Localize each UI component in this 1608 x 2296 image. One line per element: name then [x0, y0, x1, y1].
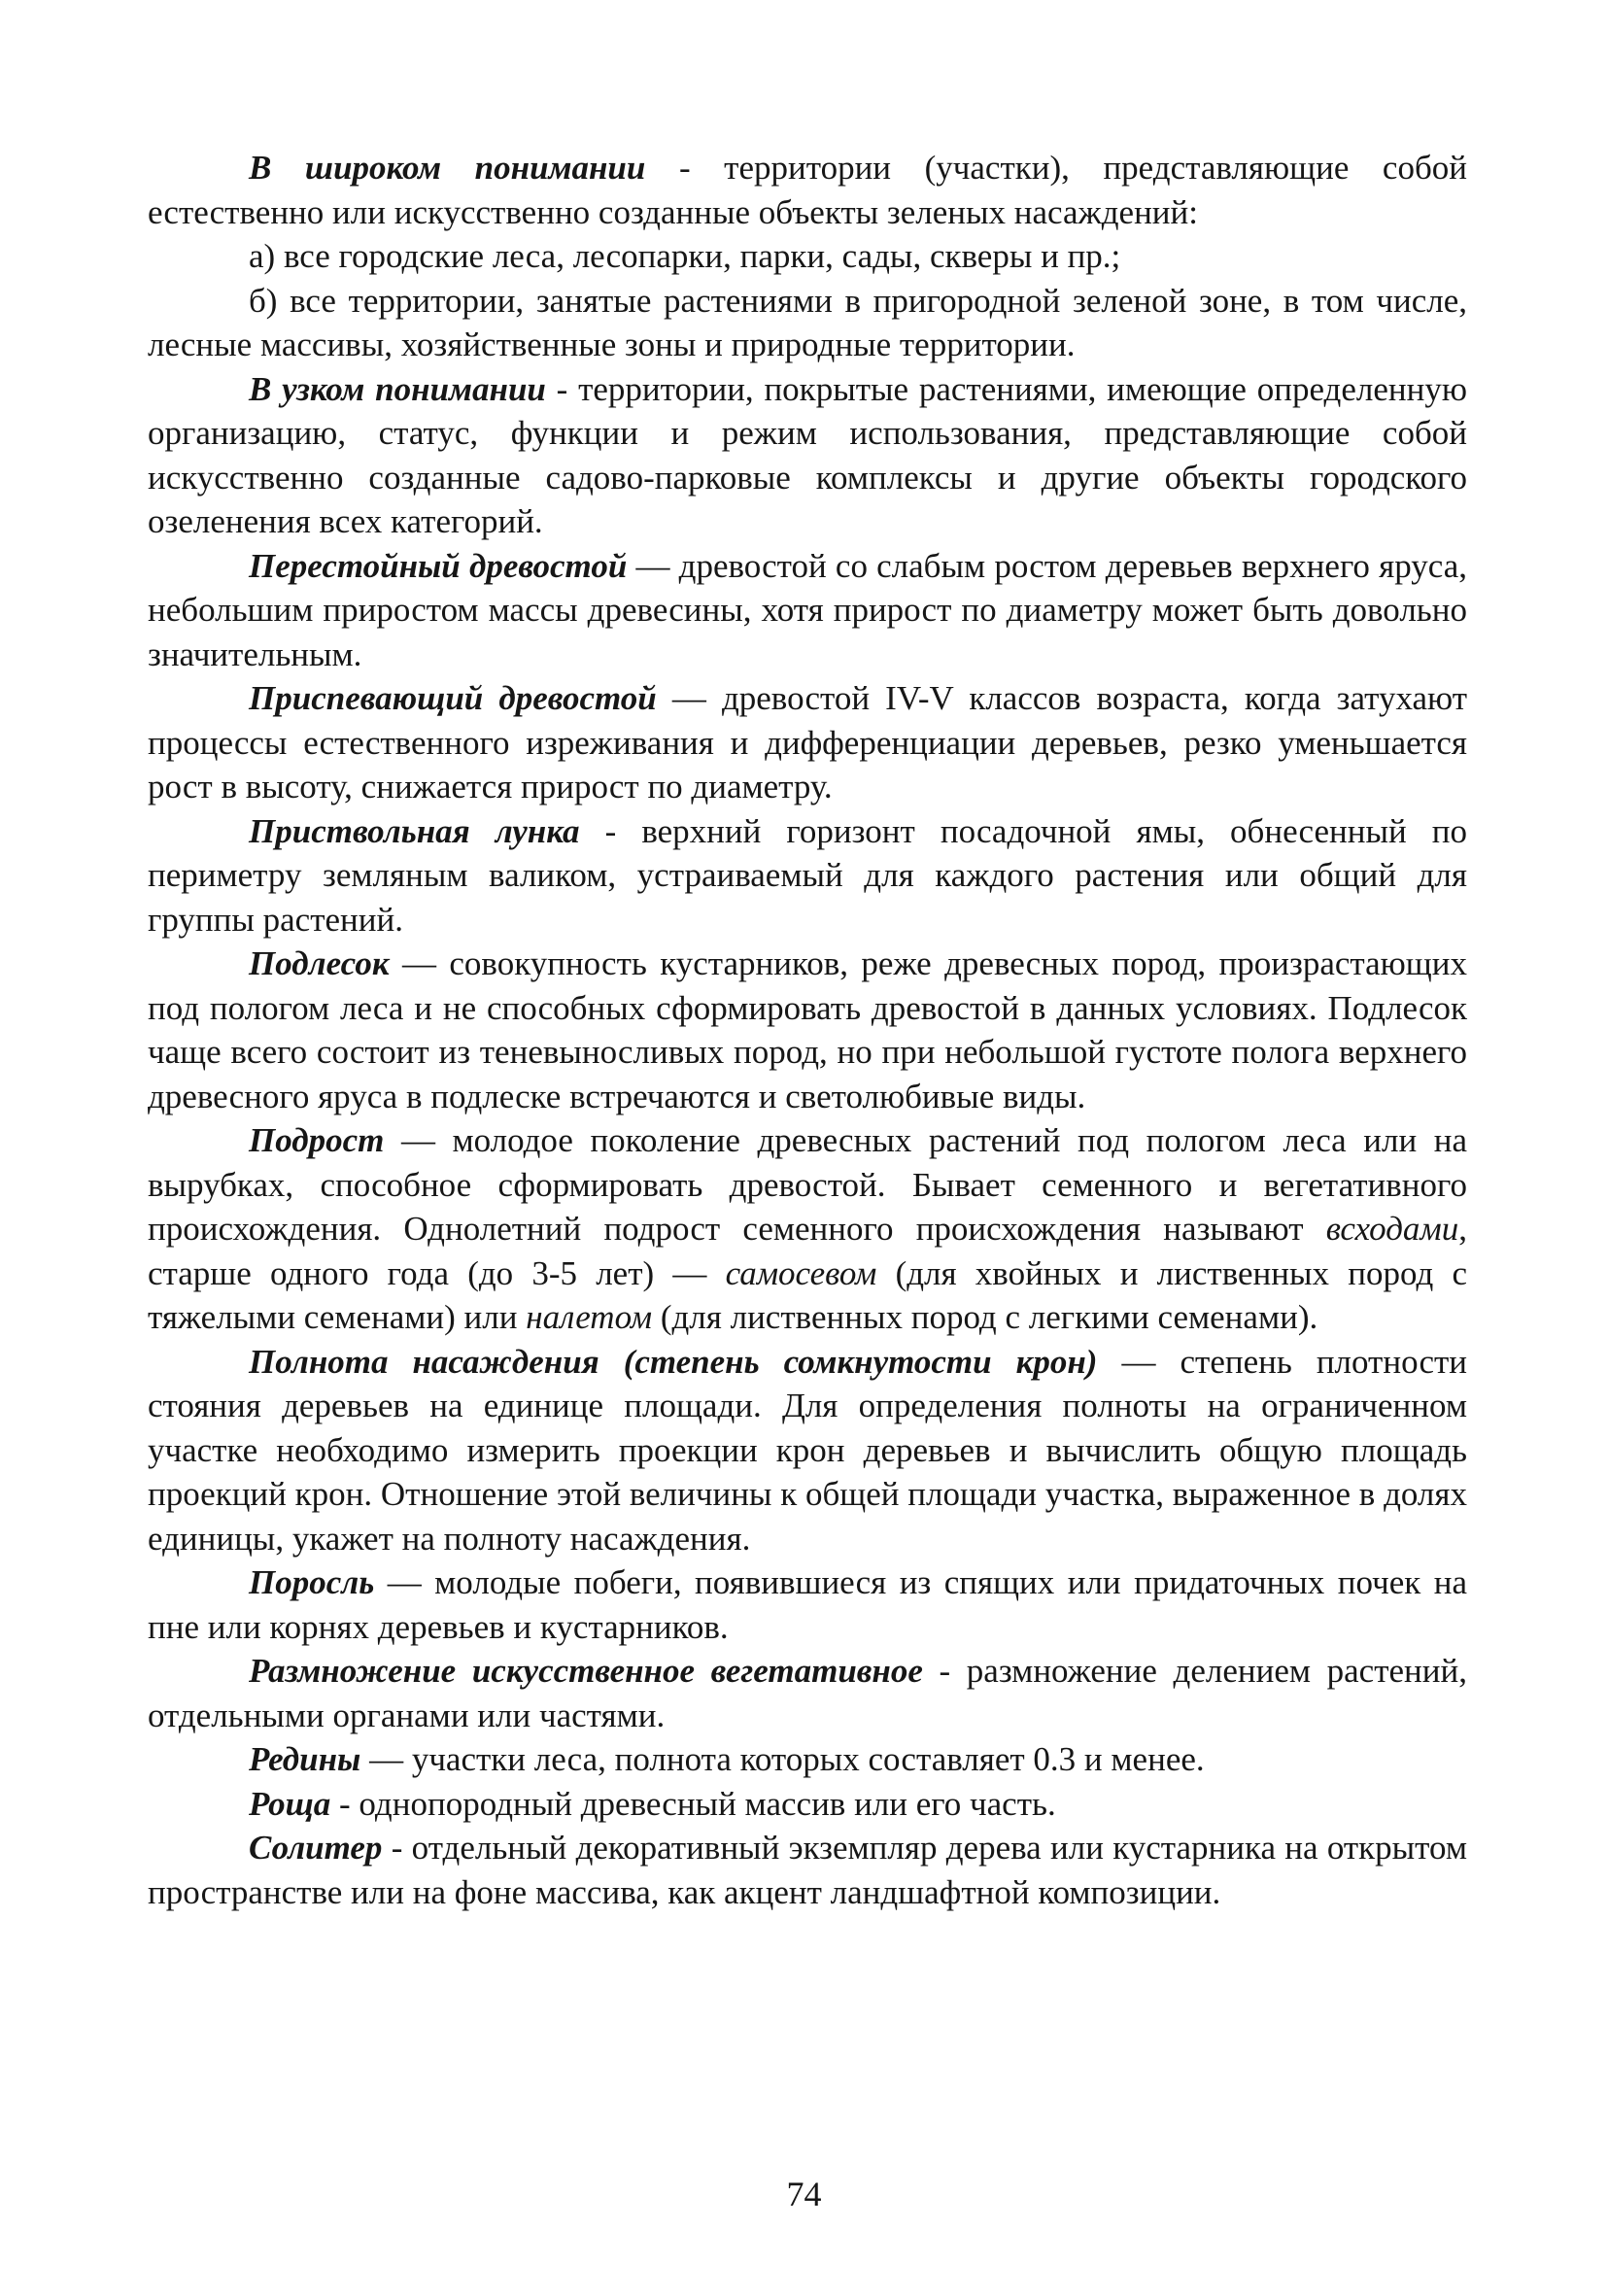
paragraph-narrow-sense: [148, 367, 1467, 544]
paragraph-tree-pit: [148, 809, 1467, 942]
definition: — древостой со слабым ростом деревьев верхнего яруса, небольшим приростом массы древесины, хотя прирост по диаметру может быть довольно значительным.: [148, 546, 1467, 673]
definition: - территории, покрытые растениями, имеющие определенную организацию, статус, функции и режим использования, представляющие собой искусственно созданные садово-парковые комплексы и другие объекты городского озеленения всех категорий.: [148, 369, 1467, 540]
page-body: [148, 146, 1467, 1914]
term: Приспевающий древостой: [249, 679, 657, 717]
definition: а) все городские леса, лесопарки, парки, сады, скверы и пр.;: [249, 237, 1121, 275]
definition: — степень плотности стояния деревьев на единице площади. Для определения полноты на ограниченном участке необходимо измерить проекции крон деревьев и вычислить общую площадь проекций крон. Отношение этой величины к общей площади участка, выраженное в долях единицы, укажет на полноту насаждения.: [148, 1342, 1468, 1558]
paragraph-broad-sense: [148, 146, 1467, 234]
term: Перестойный древостой: [249, 546, 628, 585]
term: Размножение искусственное вегетативное: [249, 1652, 923, 1690]
emphasis: налетом: [526, 1298, 653, 1336]
paragraph-grove: [148, 1782, 1467, 1827]
definition: - однопородный древесный массив или его часть.: [330, 1784, 1056, 1823]
definition: — древостой IV-V классов возраста, когда затухают процессы естественного изреживания и дифференциации деревьев, резко уменьшается рост в высоту, снижается прирост по диаметру.: [148, 679, 1467, 805]
definition: — совокупность кустарников, реже древесных пород, произрастающих под пологом леса и не способных сформировать древостой в данных условиях. Подлесок чаще всего состоит из теневыносливых пород, но при небольшой густоте полога верхнего древесного яруса в подлеске встречаются и светолюбивые виды.: [148, 944, 1467, 1115]
definition: - верхний горизонт посадочной ямы, обнесенный по периметру земляным валиком, устраиваемый для каждого растения или общий для группы растений.: [148, 811, 1467, 939]
term: В узком понимании: [249, 369, 546, 408]
definition: — участки леса, полнота которых составляет 0.3 и менее.: [360, 1740, 1205, 1778]
term: Поросль: [249, 1563, 375, 1601]
paragraph-solitaire: [148, 1826, 1467, 1914]
list-item-a: [148, 234, 1467, 279]
definition: — молодое поколение древесных растений под пологом леса или на вырубках, способное сформировать древостой. Бывает семенного и вегетативного происхождения. Однолетний подрост семенного происхождения называют: [148, 1121, 1467, 1248]
list-item-b: [148, 279, 1467, 367]
paragraph-stand-density: [148, 1340, 1467, 1561]
term: Редины: [249, 1740, 361, 1778]
paragraph-overmature-stand: [148, 544, 1467, 677]
term: Полнота насаждения (степень сомкнутости крон): [249, 1342, 1098, 1381]
definition: — молодые побеги, появившиеся из спящих или придаточных почек на пне или корнях деревьев и кустарников.: [148, 1563, 1467, 1646]
term: В широком понимании: [249, 149, 646, 187]
paragraph-vegetative-propagation: [148, 1649, 1467, 1737]
term: Солитер: [249, 1829, 383, 1867]
page-number: 74: [786, 2175, 822, 2213]
definition: - территории (участки), представляющие собой естественно или искусственно созданные объекты зеленых насаждений:: [148, 149, 1467, 231]
paragraph-sparse-forest: [148, 1737, 1467, 1782]
emphasis: всходами: [1325, 1210, 1459, 1248]
definition: (для лиственных пород с легкими семенами).: [652, 1298, 1318, 1336]
emphasis: самосевом: [725, 1253, 877, 1292]
paragraph-young-growth: [148, 1118, 1467, 1340]
definition: б) все территории, занятые растениями в пригородной зеленой зоне, в том числе, лесные массивы, хозяйственные зоны и природные территории.: [148, 281, 1467, 363]
term: Подлесок: [249, 944, 390, 982]
term: Подрост: [249, 1121, 385, 1159]
paragraph-premature-stand: [148, 676, 1467, 809]
definition: , старше одного года (до 3-5 лет) —: [148, 1210, 1467, 1292]
paragraph-undergrowth: [148, 942, 1467, 1118]
paragraph-coppice: [148, 1560, 1467, 1649]
definition: - отдельный декоративный экземпляр дерева или кустарника на открытом пространстве или на фоне массива, как акцент ландшафтной композиции.: [148, 1829, 1467, 1911]
definition: (для хвойных и лиственных пород с тяжелыми семенами) или: [148, 1253, 1467, 1336]
term: Роща: [249, 1784, 331, 1823]
definition: - размножение делением растений, отдельными органами или частями.: [148, 1652, 1467, 1734]
term: Приствольная лунка: [249, 811, 580, 850]
